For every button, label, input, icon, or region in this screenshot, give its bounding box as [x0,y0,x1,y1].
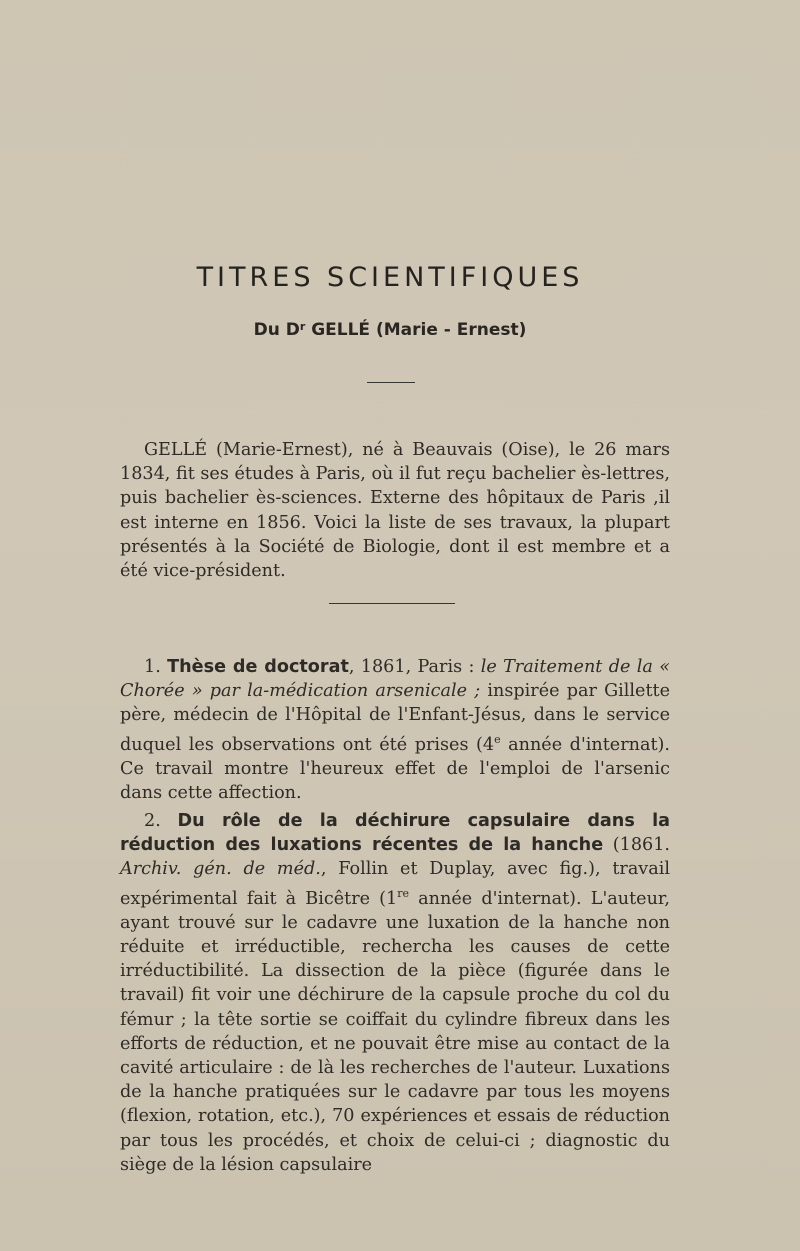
item-text: , 1861, Paris : [348,657,481,677]
item-title: Thèse de doctorat [167,657,349,677]
author-prefix: Du D [253,320,300,340]
section-divider [329,603,455,604]
item-italic: le Traitement de la « Chorée » par la-médication arsenicale ; [120,657,670,702]
item-italic: Archiv. gén. de méd. [120,859,321,880]
item-sup: e [494,732,501,746]
intro-paragraph [120,438,670,583]
author-name: GELLÉ (Marie - Ernest) [305,320,527,340]
list-item [120,655,670,805]
item-number: 1. [144,657,168,677]
item-title: Du rôle de la déchirure capsulaire dans la réduction des luxations récentes de la hanche [120,811,670,856]
item-text: (1861. [603,835,671,856]
item-text: année d'internat). L'auteur, ayant trouvé sur le cadavre une luxation de la hanche non réduite et irréductible, recherchа les causes de cette irréductibilité. La dissection de la pièce (figurée dans le travail) fit voir une déchirure de la capsule proche du col du fémur ; la tête sortie se coiffait du cylindre fibreux dans les efforts de réduction, et ne pouvait être mise au contact de la cavité articulaire : de là les recherches de l'auteur. Luxations de la hanche pratiquées sur le cadavre par tous les moyens (flexion, rotation, etc.), 70 expériences et essais de réduction par tous les procédés, et choix de celui-ci ; diagnostic du siège de la lésion capsulaire [120,888,670,1175]
item-text: , Follin et Duplay, avec fig.), travail expérimental fait à Bicêtre (1 [120,859,670,909]
works-list [120,655,670,1177]
author-line [0,320,780,340]
item-number: 2. [144,811,178,832]
item-text: inspirée par Gillette père, médecin de l'Hôpital de l'Enfant-Jésus, dans le service duquel les observations ont été prises (4 [120,681,670,755]
item-sup: re [397,886,410,900]
author-prefix-sup: r [299,320,306,333]
intro-text: GELLÉ (Marie-Ernest), né à Beauvais (Oise), le 26 mars 1834, fit ses études à Paris, où il fut reçu bachelier ès-lettres, puis bachelier ès-sciences. Externe des hôpitaux de Paris ,il est interne en 1856. Voici la liste de ses travaux, la plupart présentés à la Société de Biologie, dont il est membre et a été vice-président. [120,440,670,582]
item-text: année d'internat). Ce travail montre l'heureux effet de l'emploi de l'arsenic dans cette affection. [120,734,670,803]
short-divider [367,382,415,383]
list-item [120,809,670,1177]
page-title: TITRES SCIENTIFIQUES [196,262,584,293]
